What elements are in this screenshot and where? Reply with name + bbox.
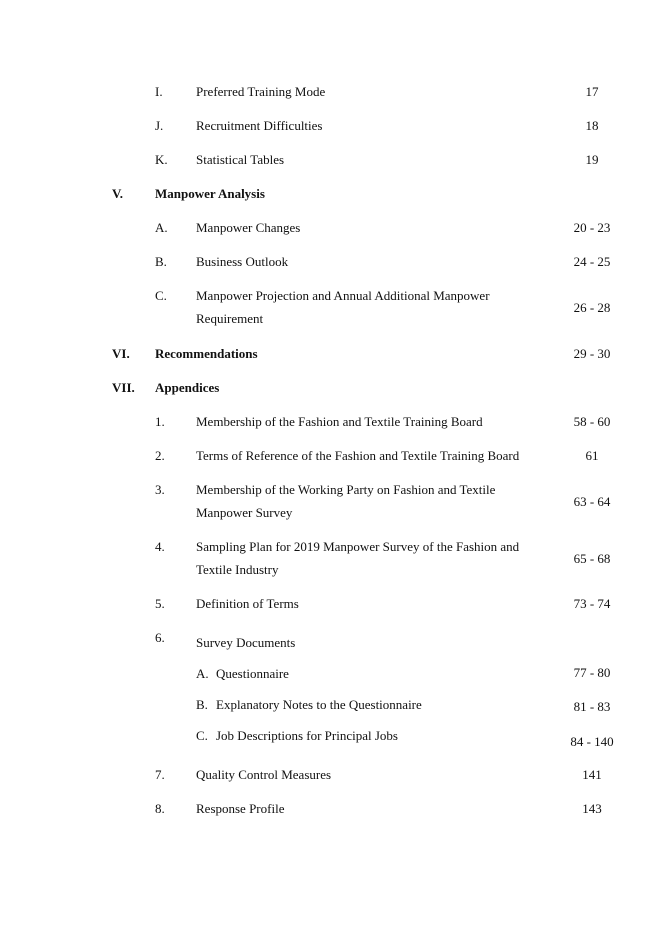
toc-page-number: 17 xyxy=(585,84,599,99)
toc-entry-title: Manpower Changes xyxy=(196,220,301,235)
toc-page-number: 81 - 83 xyxy=(573,699,611,714)
toc-sub-marker: C. xyxy=(196,728,208,743)
toc-marker: 3. xyxy=(155,482,165,497)
toc-marker: 1. xyxy=(155,414,165,429)
toc-sub-entry-title: Job Descriptions for Principal Jobs xyxy=(216,728,398,743)
toc-sub-entry-title: Questionnaire xyxy=(216,666,289,681)
toc-marker: K. xyxy=(155,152,168,167)
toc-page-number: 77 - 80 xyxy=(573,665,611,680)
toc-page-number: 26 - 28 xyxy=(573,300,611,315)
toc-sub-marker: A. xyxy=(196,666,209,681)
toc-page-number: 61 xyxy=(585,448,599,463)
toc-section-marker: V. xyxy=(112,186,123,201)
toc-page-number: 84 - 140 xyxy=(570,734,614,749)
toc-marker: 7. xyxy=(155,767,165,782)
toc-entry-title: Response Profile xyxy=(196,801,285,816)
toc-page-number: 24 - 25 xyxy=(573,254,611,269)
toc-marker: 8. xyxy=(155,801,165,816)
toc-sub-marker: B. xyxy=(196,697,208,712)
toc-entry-title-line2: Textile Industry xyxy=(196,562,279,577)
toc-marker: 5. xyxy=(155,596,165,611)
toc-page-number: 65 - 68 xyxy=(573,551,611,566)
toc-section-title: Recommendations xyxy=(155,346,258,361)
toc-marker: A. xyxy=(155,220,168,235)
toc-marker: I. xyxy=(155,84,163,99)
toc-entry-title: Quality Control Measures xyxy=(196,767,332,782)
toc-section-title: Appendices xyxy=(155,380,220,395)
toc-entry-title: Preferred Training Mode xyxy=(196,84,326,99)
toc-marker: 2. xyxy=(155,448,165,463)
toc-section-marker: VII. xyxy=(112,380,135,395)
toc-entry-title: Statistical Tables xyxy=(196,152,285,167)
toc-entry-title-line1: Manpower Projection and Annual Additional Manpower xyxy=(196,288,490,303)
toc-marker: 4. xyxy=(155,539,165,554)
toc-page-number: 18 xyxy=(585,118,599,133)
toc-section-title: Manpower Analysis xyxy=(155,186,265,201)
toc-page-number: 141 xyxy=(582,767,602,782)
toc-marker: J. xyxy=(155,118,164,133)
toc-page-number: 29 - 30 xyxy=(573,346,611,361)
toc-page-number: 19 xyxy=(585,152,599,167)
toc-marker: 6. xyxy=(155,630,165,645)
toc-entry-title: Survey Documents xyxy=(196,635,296,650)
toc-sub-entry-title: Explanatory Notes to the Questionnaire xyxy=(216,697,422,712)
toc-entry-title-line2: Requirement xyxy=(196,311,264,326)
toc-entry-title: Terms of Reference of the Fashion and Textile Training Board xyxy=(196,448,520,463)
toc-entry-title-line2: Manpower Survey xyxy=(196,505,293,520)
toc-entry-title: Business Outlook xyxy=(196,254,289,269)
toc-entry-title: Membership of the Fashion and Textile Training Board xyxy=(196,414,483,429)
toc-entry-title: Recruitment Difficulties xyxy=(196,118,323,133)
toc-entry-title: Definition of Terms xyxy=(196,596,299,611)
toc-entry-title-line1: Membership of the Working Party on Fashion and Textile xyxy=(196,482,496,497)
toc-entry-title-line1: Sampling Plan for 2019 Manpower Survey of the Fashion and xyxy=(196,539,520,554)
toc-page-number: 73 - 74 xyxy=(573,596,611,611)
toc-marker: B. xyxy=(155,254,167,269)
toc-page-number: 20 - 23 xyxy=(573,220,611,235)
toc-section-marker: VI. xyxy=(112,346,130,361)
toc-page-number: 58 - 60 xyxy=(573,414,611,429)
toc-page-number: 63 - 64 xyxy=(573,494,611,509)
toc-page-number: 143 xyxy=(582,801,602,816)
toc-marker: C. xyxy=(155,288,167,303)
